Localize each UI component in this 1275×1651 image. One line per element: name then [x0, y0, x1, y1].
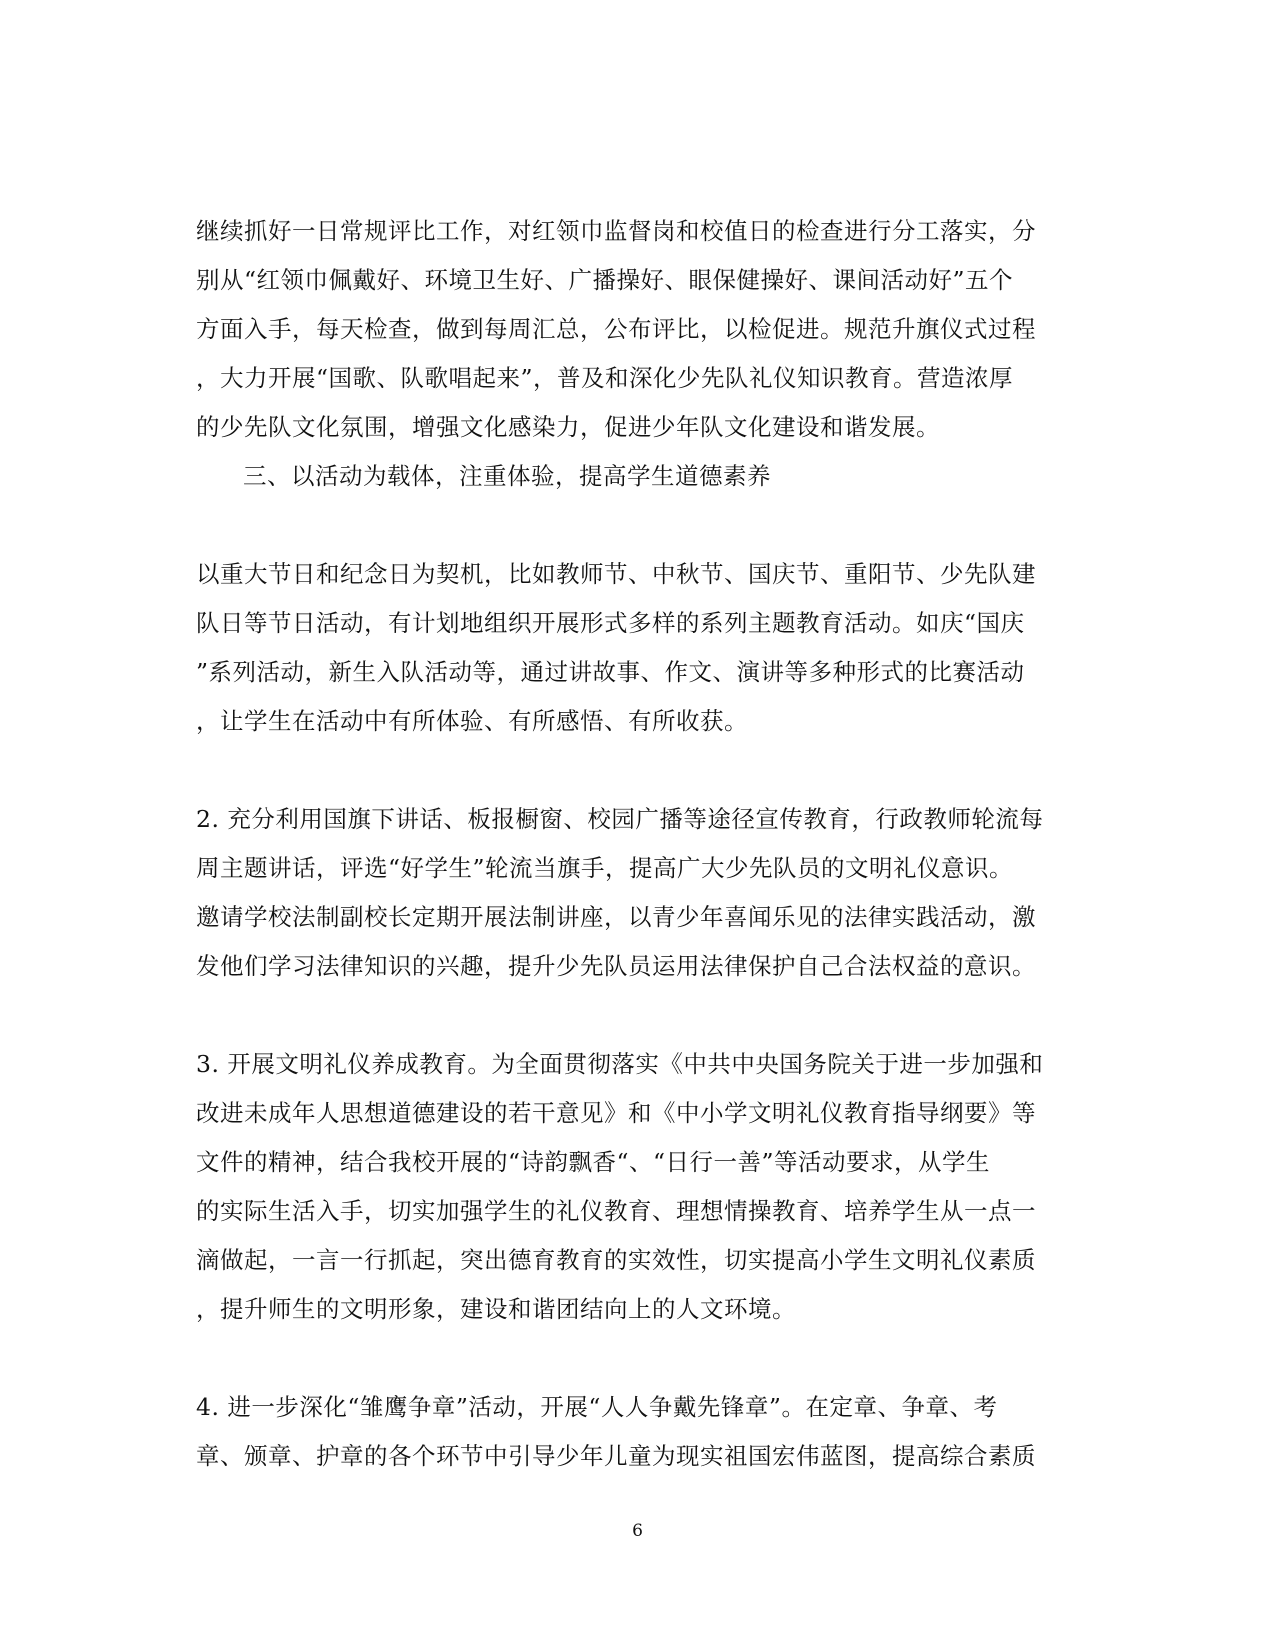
paragraph-spacer: [196, 1334, 1066, 1383]
section-heading: [196, 452, 1066, 501]
text-line: 改进未成年人思想道德建设的若干意见》和《中小学文明礼仪教育指导纲要》等: [196, 1099, 1036, 1127]
paragraph-spacer: [196, 501, 1066, 550]
text-line: ，大力开展“国歌、队歌唱起来”，普及和深化少先队礼仪知识教育。营造浓厚: [196, 364, 1014, 392]
text-line: 文件的精神，结合我校开展的“诗韵飘香“、“日行一善”等活动要求，从学生: [196, 1148, 991, 1176]
text-line: 2. 充分利用国旗下讲话、板报橱窗、校园广播等途径宣传教育，行政教师轮流每: [196, 805, 1044, 833]
text-line: 的少先队文化氛围，增强文化感染力，促进少年队文化建设和谐发展。: [196, 413, 940, 441]
text-line: 继续抓好一日常规评比工作，对红领巾监督岗和校值日的检查进行分工落实，分: [196, 217, 1036, 245]
paragraph-spacer: [196, 991, 1066, 1040]
text-line: 3. 开展文明礼仪养成教育。为全面贯彻落实《中共中央国务院关于进一步加强和: [196, 1050, 1044, 1078]
text-line: 的实际生活入手，切实加强学生的礼仪教育、理想情操教育、培养学生从一点一: [196, 1197, 1036, 1225]
text-line: 邀请学校法制副校长定期开展法制讲座，以青少年喜闻乐见的法律实践活动，激: [196, 903, 1036, 931]
text-line: 方面入手，每天检查，做到每周汇总，公布评比，以检促进。规范升旗仪式过程: [196, 315, 1036, 343]
text-line: 4. 进一步深化“雏鹰争章”活动，开展“人人争戴先锋章”。在定章、争章、考: [196, 1393, 998, 1421]
text-line: ”系列活动，新生入队活动等，通过讲故事、作文、演讲等多种形式的比赛活动: [196, 658, 1025, 686]
text-line: 三、以活动为载体，注重体验，提高学生道德素养: [243, 462, 771, 490]
paragraph: [196, 550, 1066, 746]
text-line: ，提升师生的文明形象，建设和谐团结向上的人文环境。: [196, 1295, 796, 1323]
text-line: 队日等节日活动，有计划地组织开展形式多样的系列主题教育活动。如庆“国庆: [196, 609, 1025, 637]
text-line: 以重大节日和纪念日为契机，比如教师节、中秋节、国庆节、重阳节、少先队建: [196, 560, 1036, 588]
text-line: ，让学生在活动中有所体验、有所感悟、有所收获。: [196, 707, 748, 735]
document-body: [196, 207, 1066, 1481]
text-line: 周主题讲话，评选“好学生”轮流当旗手，提高广大少先队员的文明礼仪意识。: [196, 854, 1014, 882]
text-line: 章、颁章、护章的各个环节中引导少年儿童为现实祖国宏伟蓝图，提高综合素质: [196, 1442, 1036, 1470]
text-line: 滴做起，一言一行抓起，突出德育教育的实效性，切实提高小学生文明礼仪素质: [196, 1246, 1036, 1274]
paragraph-spacer: [196, 746, 1066, 795]
page-number: 6: [632, 1521, 643, 1541]
text-line: 发他们学习法律知识的兴趣，提升少先队员运用法律保护自己合法权益的意识。: [196, 952, 1036, 980]
paragraph: [196, 207, 1066, 452]
paragraph: [196, 1040, 1066, 1334]
paragraph: [196, 795, 1066, 991]
text-line: 别从“红领巾佩戴好、环境卫生好、广播操好、眼保健操好、课间活动好”五个: [196, 266, 1014, 294]
paragraph: [196, 1383, 1066, 1481]
